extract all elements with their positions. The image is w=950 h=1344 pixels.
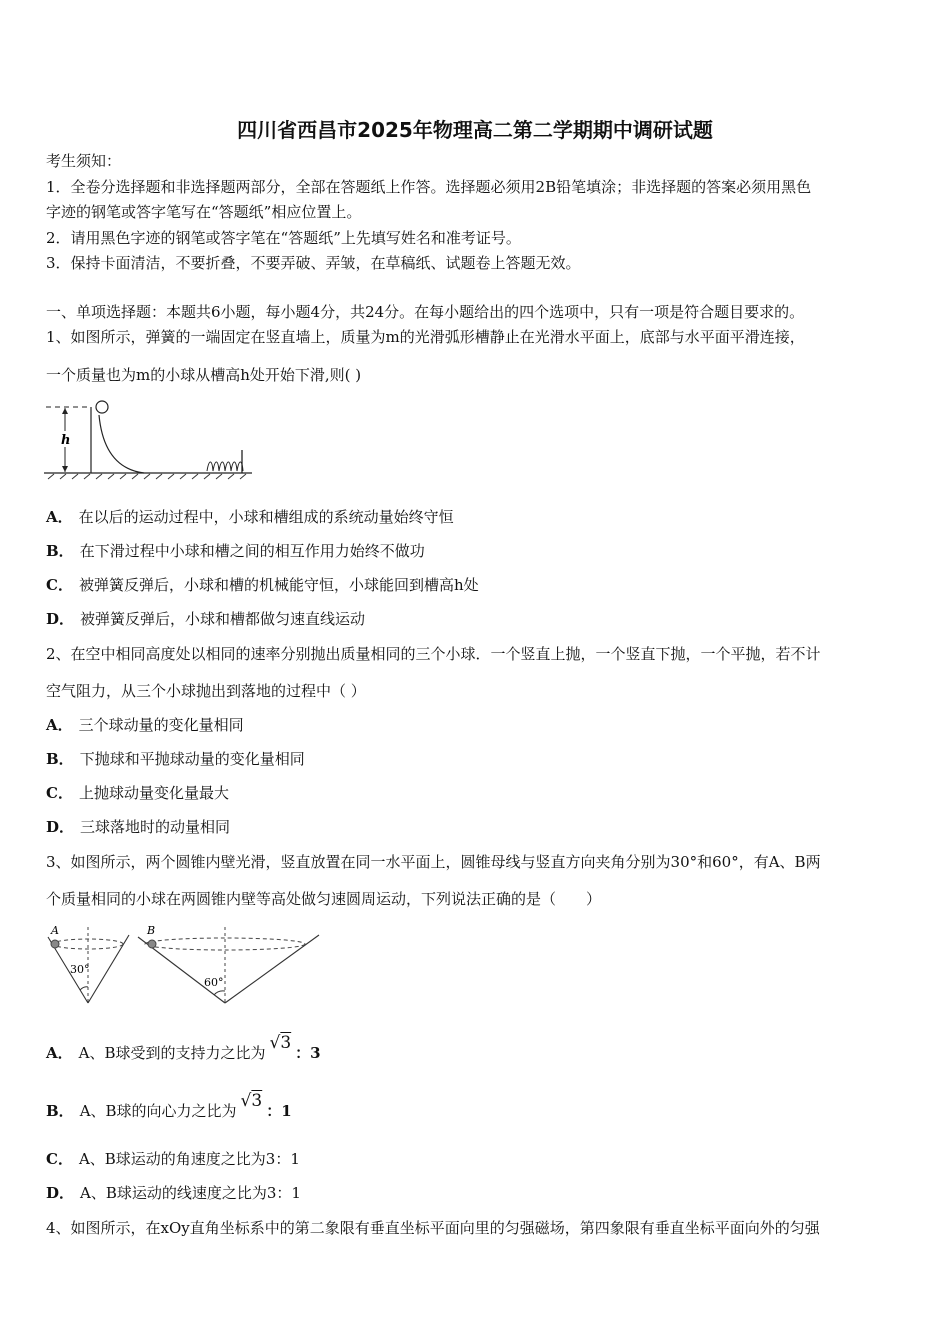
question-3-line: 3、如图所示，两个圆锥内壁光滑，竖直放置在同一水平面上，圆锥母线与竖直方向夹角分别为30°和60°，有A、B两	[46, 853, 821, 871]
q2-option-a: A． 三个球动量的变化量相同	[46, 716, 244, 734]
q2-option-b: B． 下抛球和平抛球动量的变化量相同	[46, 750, 305, 768]
q3-option-d: D． A、B球运动的线速度之比为3：1	[46, 1184, 301, 1202]
cones-figure	[40, 920, 330, 1010]
q3-option-a: A． A、B球受到的支持力之比为 √3 ：3	[46, 1033, 321, 1062]
q1-option-b: B． 在下滑过程中小球和槽之间的相互作用力始终不做功	[46, 542, 425, 560]
notice-line: 字迹的钢笔或答字笔写在“答题纸”相应位置上。	[46, 203, 362, 221]
q1-option-a: A． 在以后的运动过程中，小球和槽组成的系统动量始终守恒	[46, 508, 454, 526]
notice-line: 2．请用黑色字迹的钢笔或答字笔在“答题纸”上先填写姓名和准考证号。	[46, 229, 521, 247]
question-1-line: 一个质量也为m的小球从槽高h处开始下滑,则( )	[46, 366, 362, 384]
notice-line: 3．保持卡面清洁，不要折叠，不要弄破、弄皱，在草稿纸、试题卷上答题无效。	[46, 254, 581, 272]
svg-text:60°: 60°	[204, 976, 224, 989]
notice-heading: 考生须知：	[46, 152, 122, 170]
question-2-line: 空气阻力，从三个小球抛出到落地的过程中（ ）	[46, 682, 366, 700]
q1-option-d: D． 被弹簧反弹后，小球和槽都做匀速直线运动	[46, 610, 366, 628]
svg-text:B: B	[147, 924, 156, 937]
question-3-line: 个质量相同的小球在两圆锥内壁等高处做匀速圆周运动，下列说法正确的是（ ）	[46, 890, 602, 908]
section-heading: 一、单项选择题：本题共6小题，每小题4分，共24分。在每小题给出的四个选项中，只有一项是符合题目要求的。	[46, 303, 805, 321]
slide-spring-figure	[44, 398, 254, 483]
height-label: h	[61, 433, 71, 448]
svg-text:30°: 30°	[70, 963, 90, 976]
sqrt-symbol: √3	[269, 1033, 292, 1053]
question-4-line: 4、如图所示，在xOy直角坐标系中的第二象限有垂直坐标平面向里的匀强磁场，第四象限有垂直坐标平面向外的匀强	[46, 1219, 820, 1237]
svg-text:A: A	[51, 924, 59, 937]
q2-option-d: D． 三球落地时的动量相同	[46, 818, 231, 836]
q1-option-c: C． 被弹簧反弹后，小球和槽的机械能守恒，小球能回到槽高h处	[46, 576, 479, 594]
page-title: 四川省西昌市2025年物理高二第二学期期中调研试题	[237, 118, 713, 142]
q2-option-c: C． 上抛球动量变化量最大	[46, 784, 229, 802]
notice-line: 1．全卷分选择题和非选择题两部分，全部在答题纸上作答。选择题必须用2B铅笔填涂；非选择题的答案必须用黑色	[46, 178, 812, 196]
q3-option-b: B． A、B球的向心力之比为 √3 ：1	[46, 1091, 292, 1120]
q3-option-c: C． A、B球运动的角速度之比为3：1	[46, 1150, 300, 1168]
question-2-line: 2、在空中相同高度处以相同的速率分别抛出质量相同的三个小球．一个竖直上抛，一个竖直下抛，一个平抛，若不计	[46, 645, 821, 663]
question-1-line: 1、如图所示，弹簧的一端固定在竖直墙上，质量为m的光滑弧形槽静止在光滑水平面上，底部与水平面平滑连接，	[46, 328, 805, 346]
sqrt-symbol: √3	[240, 1091, 263, 1111]
